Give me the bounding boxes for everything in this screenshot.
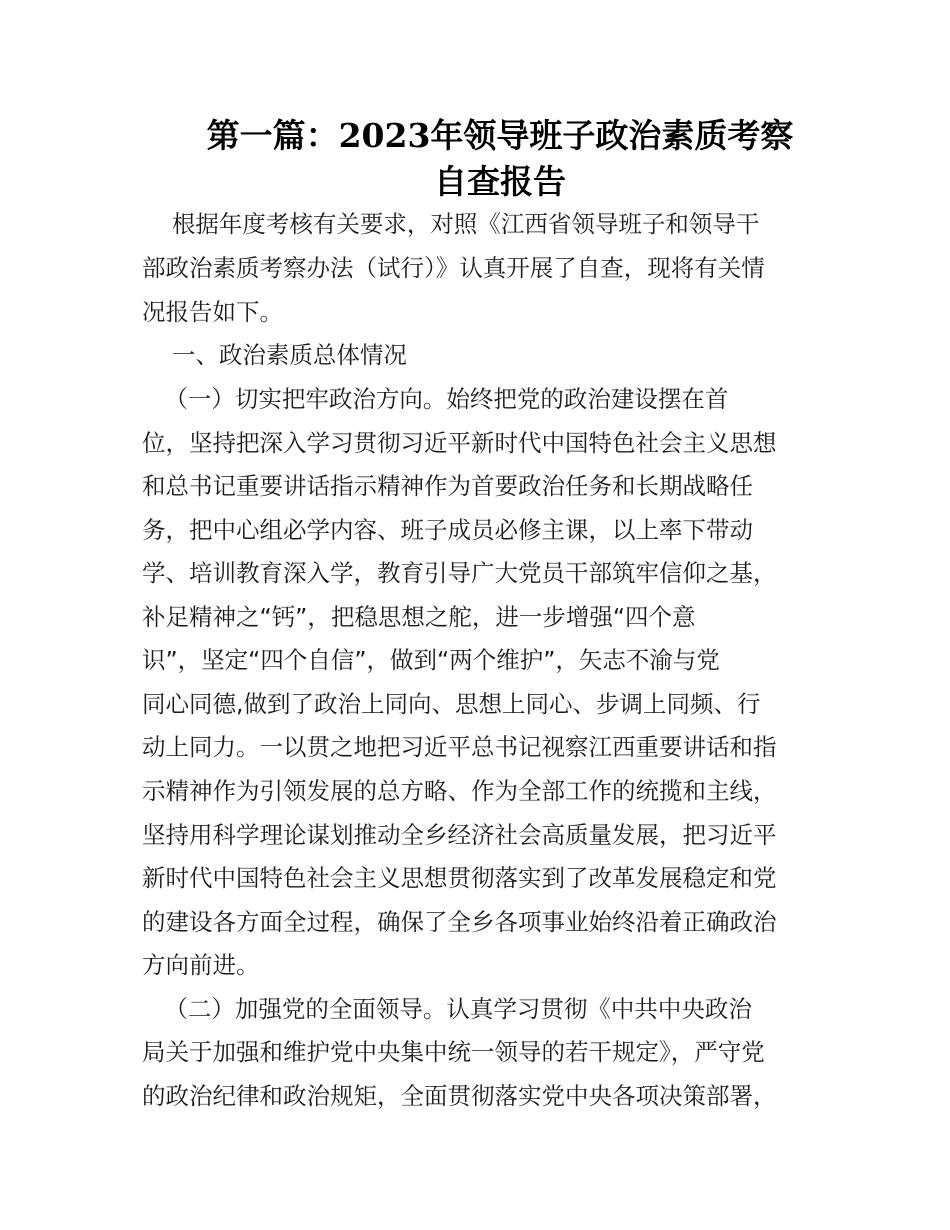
body-line: （二）加强党的全面领导。认真学习贯彻《中共中央政治 [142,995,752,1023]
body-line: 学、培训教育深入学，教育引导广大党员干部筑牢信仰之基， [142,559,777,587]
body-line: 坚持用科学理论谋划推动全乡经济社会高质量发展，把习近平 [142,821,777,849]
body-line: 务，把中心组必学内容、班子成员必修主课，以上率下带动 [142,516,753,544]
body-line: 部政治素质考察办法（试行）》认真开展了自查，现将有关情 [142,254,765,282]
body-line: 位，坚持把深入学习贯彻习近平新时代中国特色社会主义思想 [142,429,777,457]
document-title-line-1: 第一篇：2023年领导班子政治素质考察 [206,116,794,155]
body-line: 同心同德,做到了政治上同向、思想上同心、步调上同频、行 [142,690,761,718]
document-title-line-2: 自查报告 [434,162,566,201]
body-line: 新时代中国特色社会主义思想贯彻落实到了改革发展稳定和党 [142,864,777,892]
body-line: 识”，坚定“四个自信”，做到“两个维护”，矢志不渝与党 [142,646,720,674]
section-heading: 一、政治素质总体情况 [142,341,407,369]
body-line: （一）切实把牢政治方向。始终把党的政治建设摆在首 [142,385,729,413]
body-line: 和总书记重要讲话指示精神作为首要政治任务和长期战略任 [142,472,753,500]
body-line: 根据年度考核有关要求，对照《江西省领导班子和领导干 [142,210,760,238]
body-line: 局关于加强和维护党中央集中统一领导的若干规定》，严守党 [142,1038,765,1066]
body-line: 动上同力。一以贯之地把习近平总书记视察江西重要讲话和指 [142,733,777,761]
body-line: 补足精神之“钙”，把稳思想之舵，进一步增强“四个意 [142,603,696,631]
body-line: 况报告如下。 [142,298,283,326]
body-line: 示精神作为引领发展的总方略、作为全部工作的统揽和主线， [142,777,777,805]
body-line: 的政治纪律和政治规矩，全面贯彻落实党中央各项决策部署， [142,1082,777,1110]
body-line: 的建设各方面全过程，确保了全乡各项事业始终沿着正确政治 [142,908,777,936]
body-line: 方向前进。 [142,951,260,979]
